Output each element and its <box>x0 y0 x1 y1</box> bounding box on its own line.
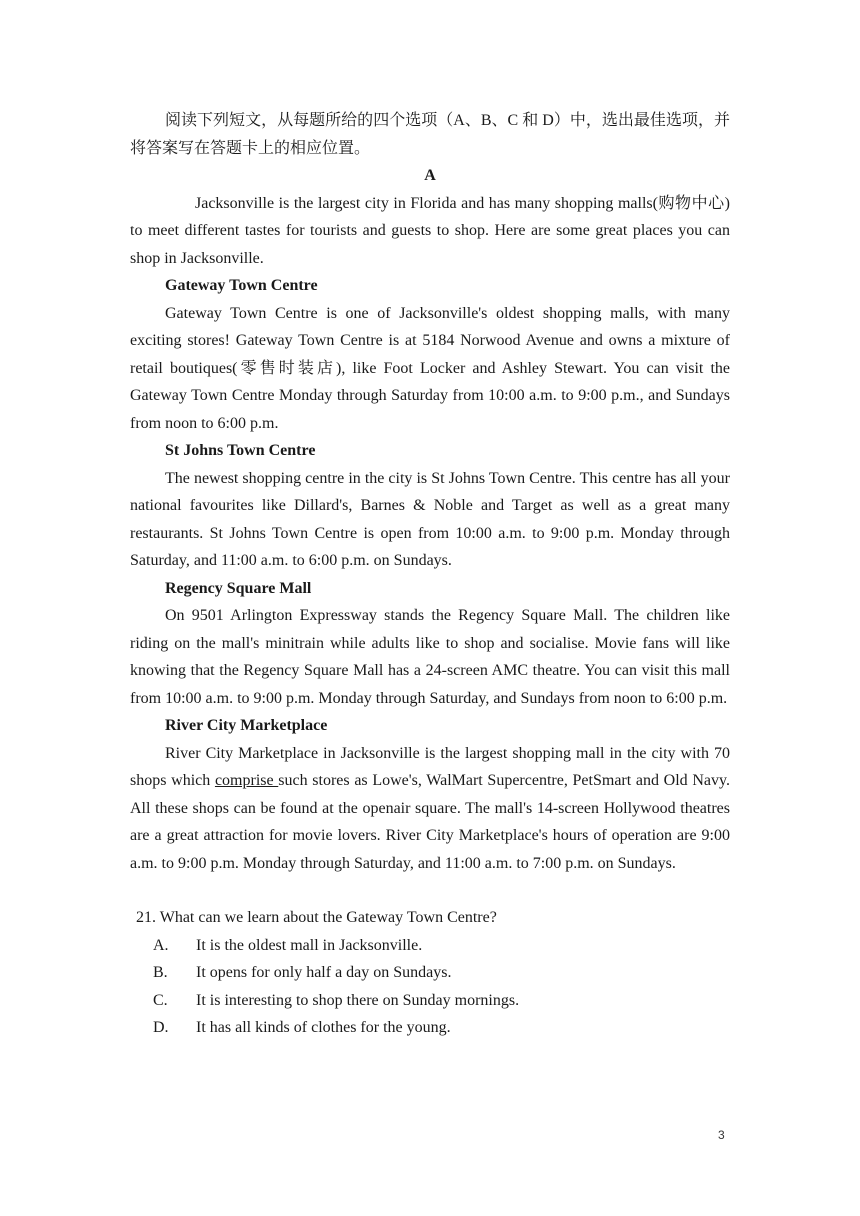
option-letter: D. <box>153 1019 169 1036</box>
option-a <box>130 932 730 960</box>
river-city-text-after: such stores as Lowe's, WalMart Supercentre, PetSmart and Old Navy. All these shops can be found at the openair square. The mall's 14-screen Hollywood theatres are a great attraction for movie lovers. River City Marketplace's hours of operation are 9:00 a.m. to 9:00 p.m. Monday through Saturday, and 11:00 a.m. to 7:00 p.m. on Sundays. <box>130 772 730 872</box>
option-letter: B. <box>153 964 168 981</box>
mall-paragraph-river-city <box>130 740 730 878</box>
mall-heading-regency: Regency Square Mall <box>165 579 312 597</box>
intro-paragraph: Jacksonville is the largest city in Florida and has many shopping malls(购物中心) to meet different tastes for tourists and guests to shop. Here are some great places you can shop in Jacksonville. <box>130 194 730 267</box>
option-letter: C. <box>153 991 168 1009</box>
instructions: 阅读下列短文，从每题所给的四个选项（A、B、C 和 D）中，选出最佳选项，并将答案写在答题卡上的相应位置。 <box>130 112 730 157</box>
mall-paragraph-st-johns: The newest shopping centre in the city is St Johns Town Centre. This centre has all your national favourites like Dillard's, Barnes & Noble and Target as well as a great many restaurants. St Johns Town Centre is open from 10:00 a.m. to 9:00 p.m. Monday through Saturday, and 11:00 a.m. to 6:00 p.m. on Sundays. <box>130 469 730 569</box>
option-d <box>130 1014 730 1042</box>
document-page <box>130 107 730 1042</box>
question-21: 21. What can we learn about the Gateway Town Centre? <box>136 909 497 926</box>
section-label: A <box>424 167 436 184</box>
page-number: 3 <box>718 1128 725 1142</box>
mall-paragraph-gateway: Gateway Town Centre is one of Jacksonville's oldest shopping malls, with many exciting stores! Gateway Town Centre is at 5184 Norwood Avenue and owns a mixture of retail boutiques(零售时装店), like Foot Locker and Ashley Stewart. You can visit the Gateway Town Centre Monday through Saturday from 10:00 a.m. to 9:00 p.m., and Sundays from noon to 6:00 p.m. <box>130 304 730 432</box>
option-text: It is interesting to shop there on Sunday mornings. <box>196 991 520 1009</box>
underlined-word: comprise <box>214 772 279 789</box>
river-city-text-before: River City Marketplace in Jacksonville is the largest shopping mall in the city with 70 shops which <box>130 744 730 789</box>
mall-heading-river-city: River City Marketplace <box>165 717 328 734</box>
option-b <box>130 959 730 987</box>
option-text: It has all kinds of clothes for the young. <box>196 1019 451 1036</box>
option-text: It opens for only half a day on Sundays. <box>196 964 452 981</box>
option-c <box>130 987 730 1015</box>
spacer <box>130 877 730 904</box>
mall-heading-gateway: Gateway Town Centre <box>165 277 318 294</box>
mall-heading-st-johns: St Johns Town Centre <box>165 442 316 459</box>
mall-paragraph-regency: On 9501 Arlington Expressway stands the Regency Square Mall. The children like riding on the mall's minitrain while adults like to shop and socialise. Movie fans will like knowing that the Regency Square Mall has a 24-screen AMC theatre. You can visit this mall from 10:00 a.m. to 9:00 p.m. Monday through Saturday, and Sundays from noon to 6:00 p.m. <box>130 607 730 707</box>
option-text: It is the oldest mall in Jacksonville. <box>196 936 423 954</box>
option-letter: A. <box>153 936 169 954</box>
